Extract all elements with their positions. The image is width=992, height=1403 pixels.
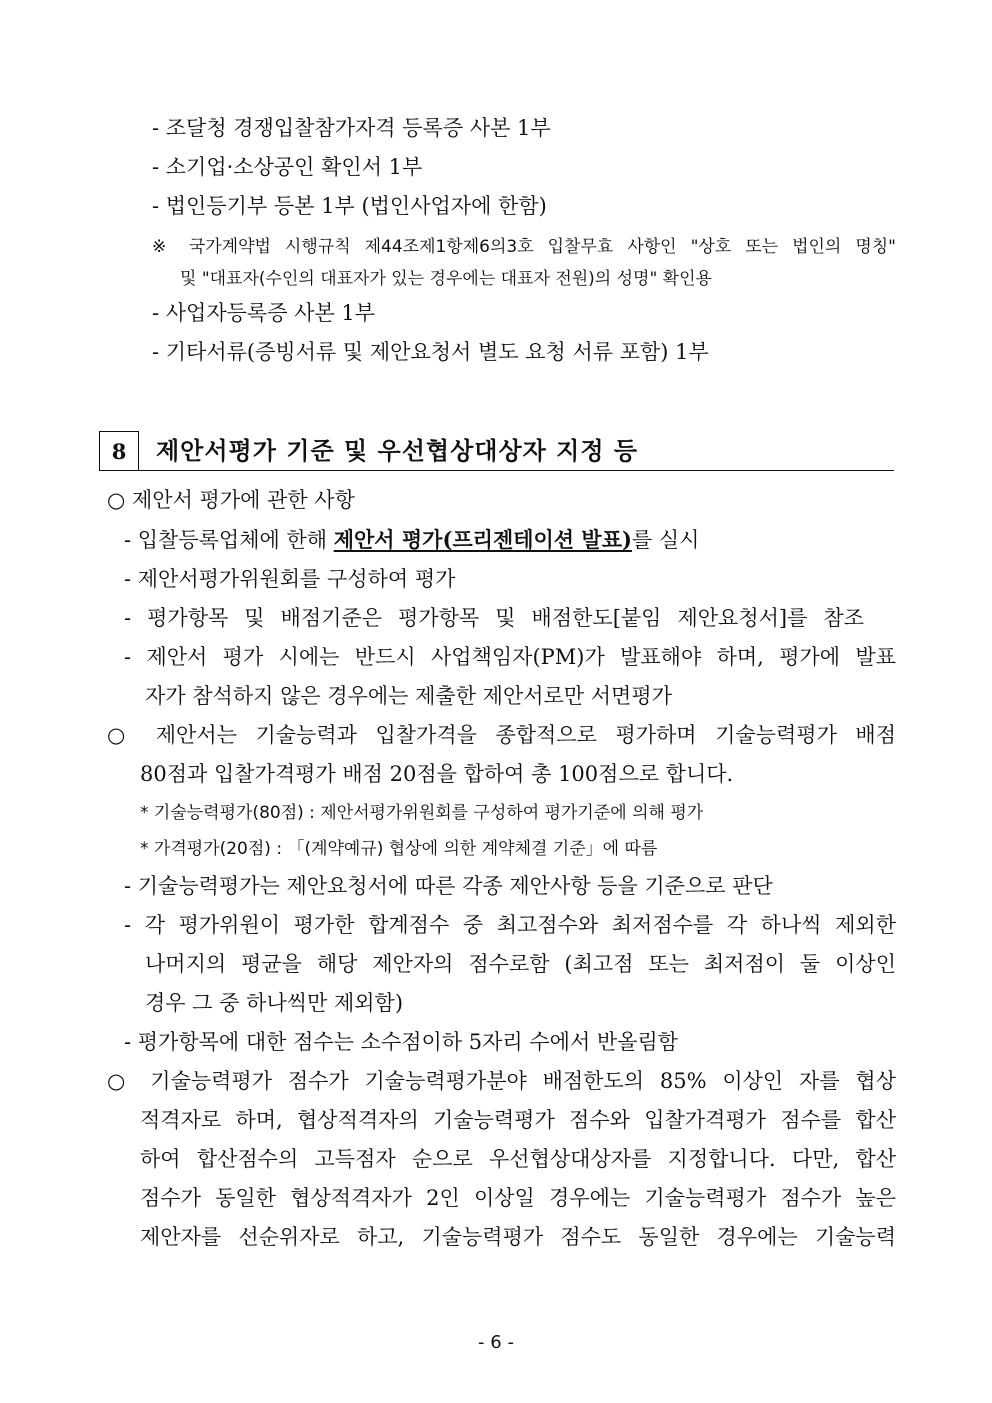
sub-note: * 가격평가(20점) : 「(계약예규) 협상에 의한 계약체결 기준」에 따름: [140, 839, 658, 859]
bullet-item: - 각 평가위원이 평가한 합계점수 중 최고점수와 최저점수를 각 하나씩 제외한: [124, 913, 896, 937]
paragraph-line: 80점과 입찰가격평가 배점 20점을 합하여 총 100점으로 합니다.: [140, 762, 734, 786]
bullet-text: 를 실시: [631, 528, 700, 552]
paragraph-heading: ○ 제안서 평가에 관한 사항: [107, 488, 355, 512]
attachment-item: - 기타서류(증빙서류 및 제안요청서 별도 요청 서류 포함) 1부: [152, 340, 709, 364]
attachment-item: - 조달청 경쟁입찰참가자격 등록증 사본 1부: [152, 116, 551, 140]
bullet-text: - 입찰등록업체에 한해: [124, 528, 334, 552]
attachment-item: - 법인등기부 등본 1부 (법인사업자에 한함): [152, 194, 547, 218]
bullet-item: - 제안서 평가 시에는 반드시 사업책임자(PM)가 발표해야 하며, 평가에 발표: [124, 645, 896, 669]
bullet-item: - 제안서평가위원회를 구성하여 평가: [124, 567, 456, 591]
note-line: ※ 국가계약법 시행규칙 제44조제1항제6의3호 입찰무효 사항인 "상호 또는 법인의 명칭": [152, 237, 896, 257]
sub-note: * 기술능력평가(80점) : 제안서평가위원회를 구성하여 평가기준에 의해 평가: [140, 803, 704, 823]
note-line: 및 "대표자(수인의 대표자가 있는 경우에는 대표자 전원)의 성명" 확인용: [180, 269, 712, 289]
bullet-item: - 기술능력평가는 제안요청서에 따른 각종 제안사항 등을 기준으로 판단: [124, 874, 773, 898]
bullet-item: - 평가항목 및 배점기준은 평가항목 및 배점한도[붙임 제안요청서]를 참조: [124, 606, 864, 630]
bullet-item: - 평가항목에 대한 점수는 소수점이하 5자리 수에서 반올림함: [124, 1030, 679, 1054]
bullet-item: [124, 526, 699, 554]
paragraph-line: 제안자를 선순위자로 하고, 기술능력평가 점수도 동일한 경우에는 기술능력: [140, 1225, 896, 1249]
attachment-item: - 사업자등록증 사본 1부: [152, 301, 376, 325]
paragraph-line: ○ 제안서는 기술능력과 입찰가격을 종합적으로 평가하며 기술능력평가 배점: [107, 723, 896, 747]
paragraph-line: 하여 합산점수의 고득점자 순으로 우선협상대상자를 지정합니다. 다만, 합산: [140, 1147, 896, 1171]
emphasized-text: 제안서 평가(프리젠테이션 발표): [333, 527, 632, 552]
attachment-item: - 소기업·소상공인 확인서 1부: [152, 155, 423, 179]
section-number: 8: [99, 431, 139, 471]
bullet-continuation: 경우 그 중 하나씩만 제외함): [145, 991, 404, 1015]
paragraph-line: 적격자로 하며, 협상적격자의 기술능력평가 점수와 입찰가격평가 점수를 합산: [140, 1108, 896, 1132]
page-number: - 6 -: [478, 1332, 514, 1353]
bullet-continuation: 자가 참석하지 않은 경우에는 제출한 제안서로만 서면평가: [145, 684, 672, 708]
bullet-continuation: 나머지의 평균을 해당 제안자의 점수로함 (최고점 또는 최저점이 둘 이상인: [145, 952, 896, 976]
paragraph-line: 점수가 동일한 협상적격자가 2인 이상일 경우에는 기술능력평가 점수가 높은: [140, 1186, 896, 1210]
section-title: 제안서평가 기준 및 우선협상대상자 지정 등: [156, 436, 639, 465]
paragraph-line: ○ 기술능력평가 점수가 기술능력평가분야 배점한도의 85% 이상인 자를 협상: [107, 1069, 896, 1093]
section-divider: [99, 470, 894, 471]
